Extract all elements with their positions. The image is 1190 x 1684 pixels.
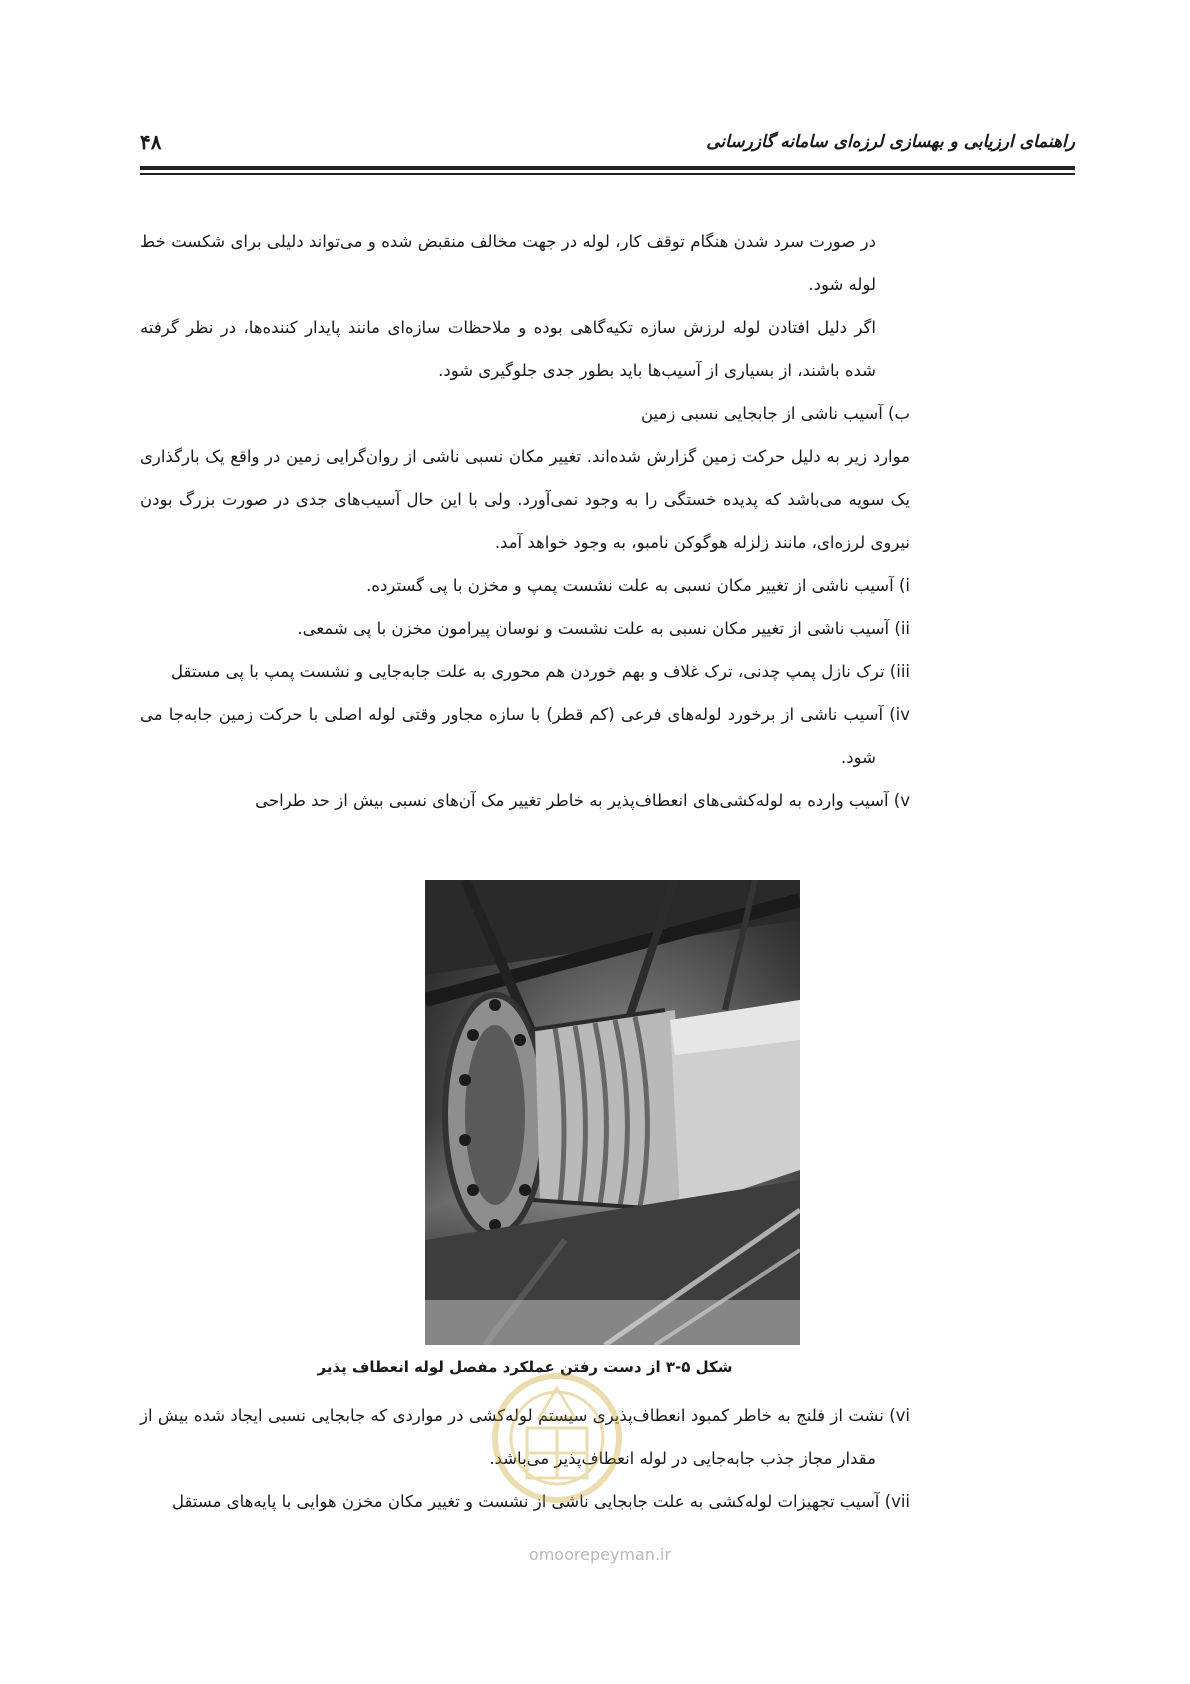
- running-title: راهنمای ارزیابی و بهسازی لرزه‌ای سامانه گازرسانی: [706, 132, 1075, 152]
- list-item: iv) آسیب ناشی از برخورد لوله‌های فرعی (کم قطر) با سازه مجاور وقتی لوله اصلی با حرکت زمین جابه‌جا می شود.: [140, 705, 910, 767]
- figure-caption: شکل ۵-۳ از دست رفتن عملکرد مفصل لوله انعطاف پذیر: [317, 1358, 733, 1376]
- list-item: vii) آسیب تجهیزات لوله‌کشی به علت جابجایی ناشی از نشست و تغییر مکان مخزن هوایی با پایه‌های مستقل: [172, 1492, 910, 1511]
- page-header: [140, 126, 1075, 156]
- page-number: ۴۸: [140, 130, 162, 154]
- list-item: iii) ترک نازل پمپ چدنی، ترک غلاف و بهم خوردن هم محوری به علت جابه‌جایی و نشست پمپ با پی مستقل: [171, 662, 910, 681]
- header-rule-thick: [140, 166, 1075, 170]
- paragraph: در صورت سرد شدن هنگام توقف کار، لوله در جهت مخالف منقبض شده و می‌تواند دلیلی برای شکست خط لوله شود.: [140, 232, 876, 294]
- seal-logo-icon: [485, 1358, 630, 1518]
- section-heading: ب) آسیب ناشی از جابجایی نسبی زمین: [640, 404, 910, 423]
- list-item: i) آسیب ناشی از تغییر مکان نسبی به علت نشست پمپ و مخزن با پی گسترده.: [366, 576, 910, 595]
- paragraph: اگر دلیل افتادن لوله لرزش سازه تکیه‌گاهی بوده و ملاحظات سازه‌ای مانند پایدار کننده‌ها، در نظر گرفته شده باشند، از بسیاری از آسیب‌ها باید بطور جدی جلوگیری شود.: [140, 318, 876, 380]
- watermark-url: omoorepeyman.ir: [528, 1545, 672, 1564]
- paragraph: موارد زیر به دلیل حرکت زمین گزارش شده‌اند. تغییر مکان نسبی ناشی از روان‌گرایی زمین در واقع یک بارگذاری یک سویه می‌باشد که پدیده خستگی را به وجود نمی‌آورد. ولی با این حال آسیب‌های جدی در صورت بزرگ بودن نیروی لرزه‌ای، مانند زلزله هوگوکن نامبو، به وجود خواهد آمد.: [140, 447, 910, 552]
- header-rule-thin: [140, 173, 1075, 175]
- flexible-pipe-joint-photo: [425, 880, 800, 1345]
- list-item: v) آسیب وارده به لوله‌کشی‌های انعطاف‌پذیر به خاطر تغییر مک آن‌های نسبی بیش از حد طراحی: [255, 791, 910, 810]
- photo-illustration: [425, 880, 800, 1345]
- list-item: vi) نشت از فلنج به خاطر کمبود انعطاف‌پذیری سیستم لوله‌کشی در مواردی که جابجایی نسبی ایجاد شده بیش از مقدار مجاز جذب جابه‌جایی در لوله انعطاف‌پذیر می‌باشد.: [140, 1406, 910, 1468]
- list-item: ii) آسیب ناشی از تغییر مکان نسبی به علت نشست و نوسان پیرامون مخزن با پی شمعی.: [297, 619, 910, 638]
- body-text: [140, 220, 910, 822]
